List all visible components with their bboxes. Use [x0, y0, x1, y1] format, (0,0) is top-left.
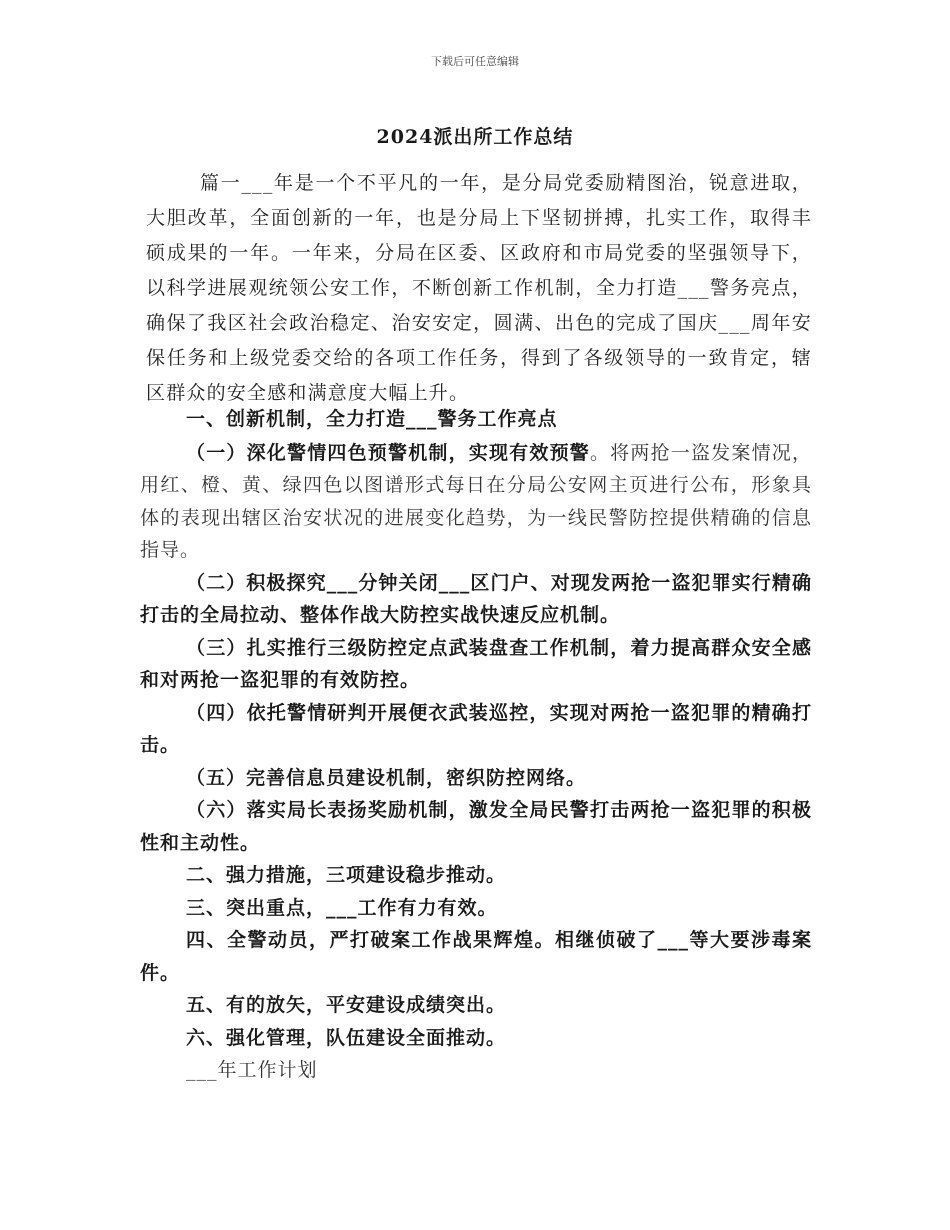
section-3-heading: 三、突出重点，___工作有力有效。 [186, 896, 498, 919]
section-1-1-lead: （一）深化警情四色预警机制，实现有效预警 [186, 441, 590, 464]
section-1-4-paragraph: （四）依托警情研判开展便衣武装巡控，实现对两抢一盗犯罪的精确打击。 [140, 701, 812, 756]
section-1-3-paragraph: （三）扎实推行三级防控定点武装盘查工作机制，着力提高群众安全感和对两抢一盗犯罪的有效防控。 [140, 636, 812, 691]
intro-paragraph: 篇一___年是一个不平凡的一年，是分局党委励精图治，锐意进取，大胆改革，全面创新的一年，也是分局上下坚韧拼搏，扎实工作，取得丰硕成果的一年。一年来，分局在区委、区政府和市局党委的坚强领导下，以科学进展观统领公安工作，不断创新工作机制，全力打造___警务亮点，确保了我区社会政治稳定、治安安定，圆满、出色的完成了国庆___周年安保任务和上级党委交给的各项工作任务，得到了各级领导的一致肯定，辖区群众的安全感和满意度大幅上升。 [146, 172, 812, 404]
section-1-2-paragraph: （二）积极探究___分钟关闭___区门户、对现发两抢一盗犯罪实行精确打击的全局拉动、整体作战大防控实战快速反应机制。 [140, 571, 812, 626]
document-title: 2024派出所工作总结 [376, 126, 574, 148]
section-2-heading: 二、强力措施，三项建设稳步推动。 [186, 864, 507, 886]
plan-heading: ___年工作计划 [186, 1059, 318, 1081]
section-1-5-paragraph: （五）完善信息员建设机制，密织防控网络。 [186, 766, 587, 789]
section-1-heading: 一、创新机制，全力打造___警务工作亮点 [186, 408, 558, 430]
section-1-1-paragraph [140, 437, 812, 567]
section-4-heading: 四、全警动员，严打破案工作战果辉煌。相继侦破了___等大要涉毒案件。 [140, 929, 812, 984]
header-note: 下载后可任意编辑 [431, 55, 519, 68]
section-5-heading: 五、有的放矢，平安建设成绩突出。 [186, 994, 507, 1016]
section-6-heading: 六、强化管理，队伍建设全面推动。 [186, 1026, 507, 1049]
document-body [140, 403, 812, 1087]
section-1-1-text: 。将两抢一盗发案情况，用红、橙、黄、绿四色以图谱形式每日在分局公安网主页进行公布，形象具体的表现出辖区治安状况的进展变化趋势，为一线民警防控提供精确的信息指导。 [140, 441, 812, 561]
section-1-6-paragraph: （六）落实局长表扬奖励机制，激发全局民警打击两抢一盗犯罪的积极性和主动性。 [140, 799, 812, 854]
